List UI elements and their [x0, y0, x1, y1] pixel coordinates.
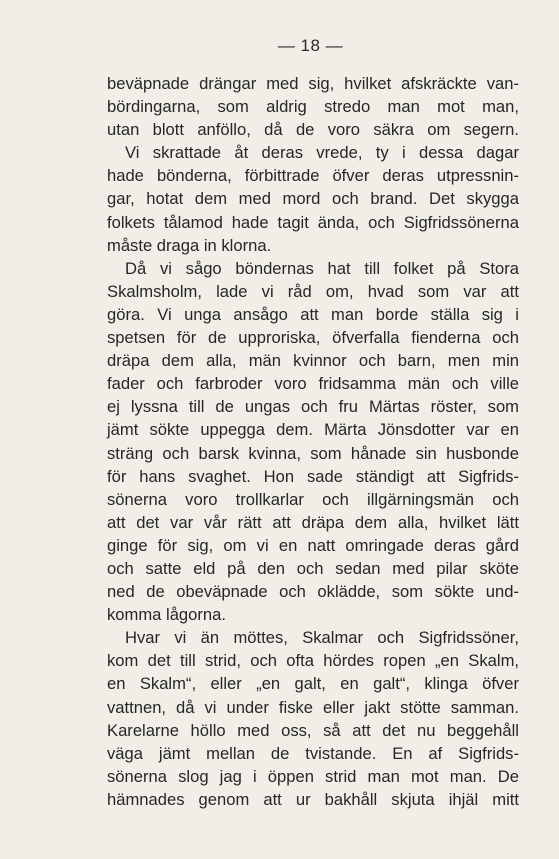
text-line: beväpnade drängar med sig, hvilket afskräckte van- — [107, 74, 519, 93]
text-line: göra. Vi unga ansågo att man borde ställa sig i — [107, 304, 519, 324]
text-line: Hvar vi än möttes, Skalmar och Sigfridssöner, — [125, 628, 519, 648]
text-line: att det var vår rätt att dräpa dem alla, hvilket lätt — [107, 512, 519, 532]
text-line: spetsen för de upproriska, öfverfalla fienderna och — [107, 328, 519, 348]
text-line: sträng och barsk kvinna, som hånade sin husbonde — [107, 443, 519, 463]
text-line: för hans svaghet. Hon sade ständigt att Sigfrids- — [107, 466, 519, 486]
text-line: ginge för sig, om vi en natt omringade deras gård — [107, 535, 519, 555]
text-line: vattnen, då vi under fiske eller jakt stötte samman. — [107, 697, 519, 717]
text-line: Vi skrattade åt deras vrede, ty i dessa dagar — [125, 143, 519, 163]
text-line: folkets tålamod hade tagit ända, och Sigfridssönerna — [107, 212, 519, 232]
text-line: väga jämt mellan de tvistande. En af Sigfrids- — [107, 743, 519, 763]
text-line: en Skalm“, eller „en galt, en galt“, klinga öfver — [107, 674, 519, 694]
text-line: Då vi sågo böndernas hat till folket på Stora — [125, 258, 519, 278]
text-line: sönerna voro trollkarlar och illgärningsmän och — [107, 489, 519, 509]
text-line: Karelarne höllo med oss, så att det nu beggehåll — [107, 720, 519, 740]
text-line: ej lyssna till de ungas och fru Märtas röster, som — [107, 397, 519, 417]
text-line: sönerna slog jag i öppen strid man mot man. De — [107, 766, 519, 786]
text-line: Skalmsholm, lade vi råd om, hvad som var att — [107, 281, 519, 301]
text-line: bördingarna, som aldrig stredo man mot man, — [107, 97, 519, 117]
text-line: ned de obeväpnade och oklädde, som sökte und- — [107, 582, 519, 602]
text-line: fader och farbroder voro fridsamma män och ville — [107, 374, 519, 394]
text-line: dräpa dem alla, män kvinnor och barn, men min — [107, 351, 519, 371]
page-number: — 18 — — [277, 36, 344, 55]
text-line: komma lågorna. — [107, 605, 226, 625]
text-line: gar, hotat dem med mord och brand. Det skygga — [107, 189, 519, 209]
text-line: utan blott anföllo, då de voro säkra om segern. — [107, 120, 519, 140]
text-line: hade bönderna, förbittrade öfver deras utpressnin- — [107, 166, 519, 186]
body-text — [107, 72, 519, 811]
text-line: måste draga in klorna. — [107, 235, 272, 255]
text-line: hämnades genom att ur bakhåll skjuta ihjäl mitt — [107, 789, 519, 809]
text-line: och satte eld på den och sedan med pilar sköte — [107, 558, 519, 578]
text-line: kom det till strid, och ofta hördes ropen „en Skalm, — [107, 651, 519, 671]
text-line: jämt sökte uppegga dem. Märta Jönsdotter var en — [107, 420, 519, 440]
